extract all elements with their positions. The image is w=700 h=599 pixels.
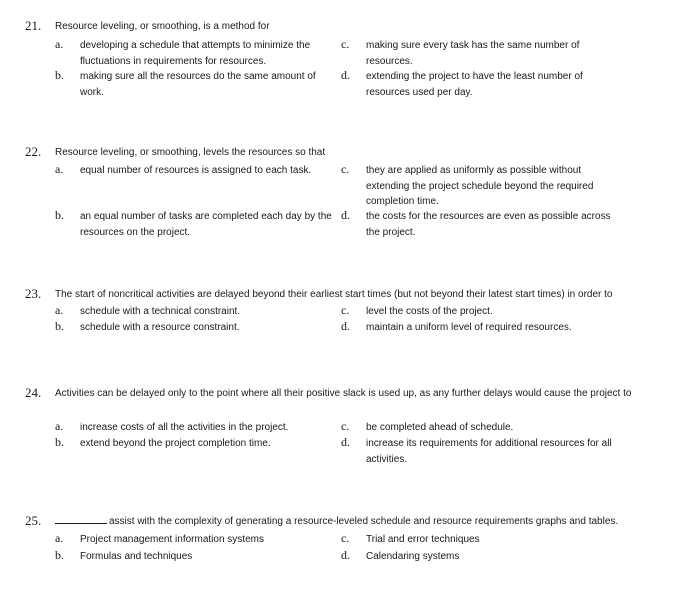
- question-stem: [55, 514, 670, 530]
- option-letter: c.: [341, 303, 350, 317]
- answer-blank: [55, 514, 107, 524]
- option-text: schedule with a technical constraint.: [80, 306, 241, 317]
- option-text: extending the project to have the least number of resources used per day.: [366, 71, 583, 98]
- option-letter: a.: [55, 303, 64, 317]
- option-text: making sure every task has the same number of resources.: [366, 40, 580, 67]
- question-number: 23.: [25, 286, 42, 301]
- option-letter: c.: [341, 531, 350, 545]
- option-text: an equal number of tasks are completed each day by the resources on the project.: [80, 211, 332, 238]
- option-letter: b.: [55, 68, 64, 82]
- option-text: maintain a uniform level of required resources.: [366, 322, 572, 333]
- option-text: Project management information systems: [80, 534, 264, 545]
- option-text: increase its requirements for additional resources for all activities.: [366, 438, 612, 465]
- option-letter: a.: [55, 419, 64, 433]
- option-letter: a.: [55, 162, 64, 176]
- option-text: they are applied as uniformly as possible without extending the project schedule beyond the required completion time.: [366, 165, 594, 207]
- option-letter: b.: [55, 548, 64, 562]
- option-text: schedule with a resource constraint.: [80, 322, 240, 333]
- option-text: making sure all the resources do the same amount of work.: [80, 71, 316, 98]
- option-text: the costs for the resources are even as possible across the project.: [366, 211, 611, 238]
- option-letter: d.: [341, 319, 350, 333]
- question-stem: Activities can be delayed only to the point where all their positive slack is used up, as any further delays would cause the project to: [55, 388, 632, 399]
- question-stem: Resource leveling, or smoothing, is a method for: [55, 21, 270, 32]
- question-number: 22.: [25, 144, 42, 159]
- question-number: 21.: [25, 18, 42, 33]
- question-number: 24.: [25, 385, 42, 400]
- option-text: equal number of resources is assigned to each task.: [80, 165, 312, 176]
- option-letter: d.: [341, 68, 350, 82]
- option-text: Formulas and techniques: [80, 551, 193, 562]
- option-text: increase costs of all the activities in the project.: [80, 422, 289, 433]
- question-number: 25.: [25, 513, 42, 528]
- option-letter: c.: [341, 37, 350, 51]
- option-letter: b.: [55, 208, 64, 222]
- option-letter: a.: [55, 37, 64, 51]
- option-letter: d.: [341, 548, 350, 562]
- option-text: developing a schedule that attempts to minimize the fluctuations in requirements for resources.: [80, 40, 311, 67]
- option-text: Trial and error techniques: [366, 534, 480, 545]
- option-letter: c.: [341, 162, 350, 176]
- option-letter: a.: [55, 531, 64, 545]
- option-text: level the costs of the project.: [366, 306, 493, 317]
- option-letter: d.: [341, 435, 350, 449]
- option-letter: d.: [341, 208, 350, 222]
- option-letter: c.: [341, 419, 350, 433]
- question-stem: Resource leveling, or smoothing, levels the resources so that: [55, 147, 326, 158]
- question-stem-text: assist with the complexity of generating a resource-leveled schedule and resource requirements graphs and tables.: [109, 516, 619, 527]
- option-text: extend beyond the project completion time.: [80, 438, 271, 449]
- option-letter: b.: [55, 435, 64, 449]
- option-letter: b.: [55, 319, 64, 333]
- option-text: be completed ahead of schedule.: [366, 422, 514, 433]
- question-stem: The start of noncritical activities are delayed beyond their earliest start times (but not beyond their latest start times) in order to: [55, 289, 613, 300]
- option-text: Calendaring systems: [366, 551, 460, 562]
